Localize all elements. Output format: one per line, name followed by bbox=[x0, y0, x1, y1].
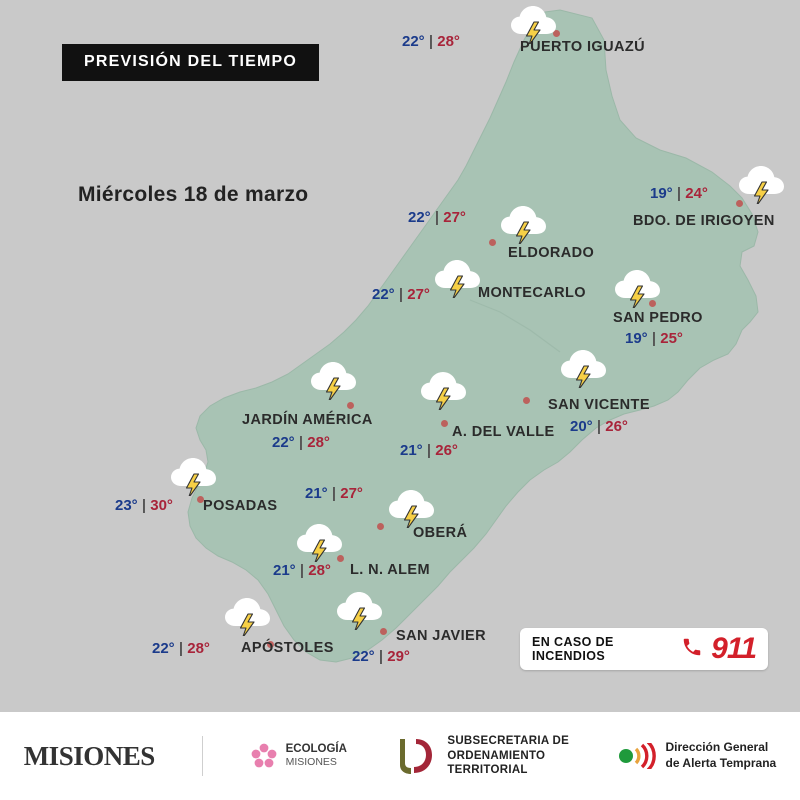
min-temp-san-vicente: 20° bbox=[570, 418, 593, 435]
min-temp-apostoles: 22° bbox=[152, 640, 175, 657]
max-temp-posadas: 30° bbox=[150, 497, 173, 514]
temp-separator: | bbox=[299, 562, 305, 579]
city-label-eldorado: ELDORADO bbox=[508, 245, 595, 261]
city-label-a-del-valle: A. DEL VALLE bbox=[452, 424, 555, 440]
storm-icon-apostoles bbox=[222, 592, 278, 636]
storm-icon-san-javier bbox=[334, 586, 390, 630]
temps-jardin-america bbox=[272, 434, 330, 451]
city-label-obera: OBERÁ bbox=[413, 525, 468, 541]
max-temp-san-pedro: 25° bbox=[660, 330, 683, 347]
ecologia-misiones-brand bbox=[251, 743, 347, 769]
min-temp-san-javier: 22° bbox=[352, 648, 375, 665]
temp-separator: | bbox=[398, 286, 404, 303]
city-label-san-pedro: SAN PEDRO bbox=[613, 310, 703, 326]
temps-apostoles bbox=[152, 640, 210, 657]
storm-icon-obera bbox=[386, 484, 442, 528]
max-temp-puerto-iguazu: 28° bbox=[437, 33, 460, 50]
temp-separator: | bbox=[426, 442, 432, 459]
min-temp-montecarlo: 22° bbox=[372, 286, 395, 303]
alerta-line1: Dirección General bbox=[665, 740, 769, 755]
temps-montecarlo bbox=[372, 286, 430, 303]
ecologia-line1: ECOLOGÍA bbox=[285, 742, 347, 755]
max-temp-san-vicente: 26° bbox=[605, 418, 628, 435]
emergency-badge bbox=[520, 628, 768, 670]
subsecretaria-line2: ORDENAMIENTO bbox=[447, 749, 546, 762]
footer-logos bbox=[0, 712, 800, 800]
ecologia-line2: MISIONES bbox=[285, 756, 337, 768]
max-temp-apostoles: 28° bbox=[187, 640, 210, 657]
min-temp-jardin-america: 22° bbox=[272, 434, 295, 451]
city-label-apostoles: APÓSTOLES bbox=[241, 640, 334, 656]
city-label-posadas: POSADAS bbox=[203, 498, 278, 514]
storm-icon-san-pedro bbox=[612, 264, 668, 308]
min-temp-a-del-valle: 21° bbox=[400, 442, 423, 459]
temp-separator: | bbox=[651, 330, 657, 347]
temps-posadas bbox=[115, 497, 173, 514]
min-temp-bdo-de-irigoyen: 19° bbox=[650, 185, 673, 202]
storm-icon-san-vicente bbox=[558, 344, 614, 388]
max-temp-eldorado: 27° bbox=[443, 209, 466, 226]
temp-separator: | bbox=[298, 434, 304, 451]
city-dot-a-del-valle bbox=[441, 420, 448, 427]
storm-icon-puerto-iguazu bbox=[508, 0, 564, 44]
phone-icon bbox=[681, 636, 703, 662]
city-label-puerto-iguazu: PUERTO IGUAZÚ bbox=[520, 39, 645, 55]
page-title: PREVISIÓN DEL TIEMPO bbox=[62, 44, 319, 81]
min-temp-puerto-iguazu: 22° bbox=[402, 33, 425, 50]
misiones-logo-text: MISIONES bbox=[23, 740, 155, 771]
storm-icon-bdo-de-irigoyen bbox=[736, 160, 792, 204]
max-temp-l-n-alem: 28° bbox=[308, 562, 331, 579]
ecologia-text bbox=[286, 743, 347, 769]
min-temp-obera: 21° bbox=[305, 485, 328, 502]
temps-obera bbox=[305, 485, 363, 502]
subsecretaria-brand bbox=[394, 734, 569, 779]
temp-separator: | bbox=[141, 497, 147, 514]
storm-icon-posadas bbox=[168, 452, 224, 496]
alerta-text bbox=[666, 740, 777, 771]
temps-san-pedro bbox=[625, 330, 683, 347]
emergency-number: 911 bbox=[711, 632, 756, 665]
max-temp-montecarlo: 27° bbox=[407, 286, 430, 303]
city-label-san-javier: SAN JAVIER bbox=[396, 628, 486, 644]
min-temp-eldorado: 22° bbox=[408, 209, 431, 226]
subsecretaria-line3: TERRITORIAL bbox=[447, 764, 528, 777]
max-temp-san-javier: 29° bbox=[387, 648, 410, 665]
max-temp-jardin-america: 28° bbox=[307, 434, 330, 451]
city-label-l-n-alem: L. N. ALEM bbox=[350, 562, 430, 578]
temps-puerto-iguazu bbox=[402, 33, 460, 50]
storm-icon-jardin-america bbox=[308, 356, 364, 400]
min-temp-san-pedro: 19° bbox=[625, 330, 648, 347]
alert-signal-icon bbox=[617, 743, 657, 769]
city-dot-jardin-america bbox=[347, 402, 354, 409]
city-label-san-vicente: SAN VICENTE bbox=[548, 397, 650, 413]
temp-separator: | bbox=[178, 640, 184, 657]
temps-l-n-alem bbox=[273, 562, 331, 579]
min-temp-posadas: 23° bbox=[115, 497, 138, 514]
ordenamiento-territorial-logo-icon bbox=[394, 735, 438, 777]
temps-a-del-valle bbox=[400, 442, 458, 459]
city-dot-eldorado bbox=[489, 239, 496, 246]
temps-san-javier bbox=[352, 648, 410, 665]
max-temp-bdo-de-irigoyen: 24° bbox=[685, 185, 708, 202]
temps-eldorado bbox=[408, 209, 466, 226]
subsecretaria-text bbox=[447, 734, 569, 779]
city-dot-san-vicente bbox=[523, 397, 530, 404]
storm-icon-l-n-alem bbox=[294, 518, 350, 562]
alerta-line2: de Alerta Temprana bbox=[665, 756, 777, 770]
max-temp-a-del-valle: 26° bbox=[435, 442, 458, 459]
temp-separator: | bbox=[428, 33, 434, 50]
temp-separator: | bbox=[434, 209, 440, 226]
temps-san-vicente bbox=[570, 418, 628, 435]
temp-separator: | bbox=[378, 648, 384, 665]
misiones-brand bbox=[24, 741, 155, 772]
max-temp-obera: 27° bbox=[340, 485, 363, 502]
storm-icon-eldorado bbox=[498, 200, 554, 244]
storm-icon-a-del-valle bbox=[418, 366, 474, 410]
alerta-temprana-brand bbox=[617, 740, 777, 771]
city-label-bdo-de-irigoyen: BDO. DE IRIGOYEN bbox=[633, 213, 775, 229]
temp-separator: | bbox=[331, 485, 337, 502]
forecast-date: Miércoles 18 de marzo bbox=[78, 183, 309, 206]
temp-separator: | bbox=[676, 185, 682, 202]
min-temp-l-n-alem: 21° bbox=[273, 562, 296, 579]
subsecretaria-line1: SUBSECRETARIA DE bbox=[447, 734, 570, 747]
temps-bdo-de-irigoyen bbox=[650, 185, 708, 202]
emergency-label: EN CASO DE INCENDIOS bbox=[532, 635, 614, 663]
city-dot-obera bbox=[377, 523, 384, 530]
flower-icon bbox=[251, 743, 277, 769]
city-label-montecarlo: MONTECARLO bbox=[478, 285, 586, 301]
city-label-jardin-america: JARDÍN AMÉRICA bbox=[242, 412, 373, 428]
temp-separator: | bbox=[596, 418, 602, 435]
footer-divider bbox=[202, 736, 203, 776]
